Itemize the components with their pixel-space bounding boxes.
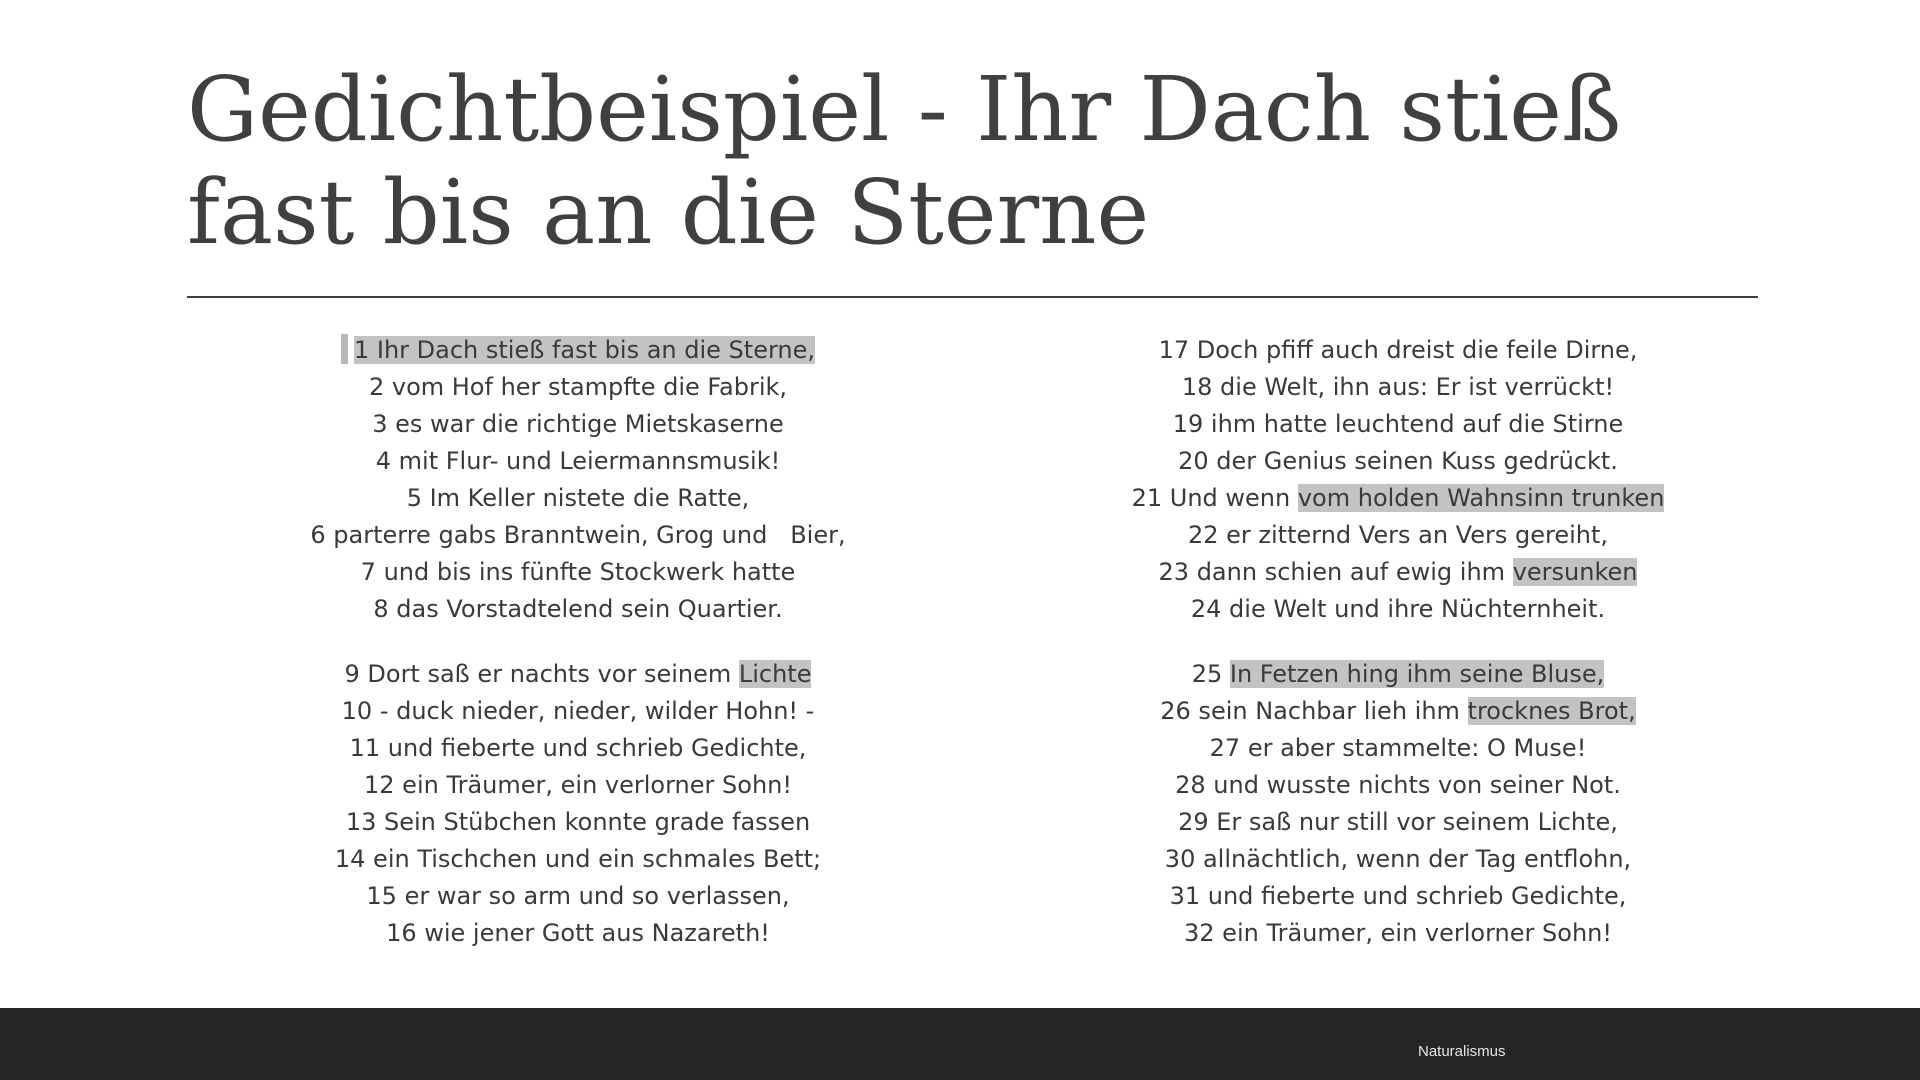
poem-line [998,841,1798,878]
title-divider [187,296,1758,298]
poem-column-right [998,332,1798,952]
footer-bar [0,1008,1920,1080]
poem-line [178,591,978,628]
line-text: 15 er war so arm und so verlassen, [366,882,790,910]
poem-line [998,554,1798,591]
poem-line [998,915,1798,952]
poem-line [178,443,978,480]
poem-line [178,841,978,878]
line-text: 19 ihm hatte leuchtend auf die Stirne [1172,410,1624,438]
line-text: 31 und fieberte und schrieb Gedichte, [1169,882,1627,910]
poem-line [178,656,978,693]
poem-line [178,332,978,369]
poem-line [998,767,1798,804]
highlighted-text: vom holden Wahnsinn trunken [1297,484,1665,512]
line-text: 16 wie jener Gott aus Nazareth! [386,919,770,947]
poem-line [998,878,1798,915]
poem-line [998,591,1798,628]
line-text: 23 dann schien auf ewig ihm [1158,558,1513,586]
line-text: 14 ein Tischchen und ein schmales Bett; [334,845,822,873]
poem-line [178,804,978,841]
line-text: 13 Sein Stübchen konnte grade fassen [345,808,811,836]
highlighted-text: 1 Ihr Dach stieß fast bis an die Sterne, [353,336,816,364]
line-text: 6 parterre gabs Branntwein, Grog und Bier, [310,521,846,549]
line-text: 28 und wusste nichts von seiner Not. [1175,771,1621,799]
poem-line [178,693,978,730]
poem-line [998,730,1798,767]
poem-line [998,443,1798,480]
line-text: 12 ein Träumer, ein verlorner Sohn! [364,771,792,799]
line-text: 26 sein Nachbar lieh ihm [1160,697,1468,725]
line-text: 3 es war die richtige Mietskaserne [372,410,784,438]
poem-line [178,369,978,406]
line-text: 7 und bis ins fünfte Stockwerk hatte [360,558,796,586]
poem-stanza [998,332,1798,628]
line-text: 9 Dort saß er nachts vor seinem [344,660,739,688]
line-text: 29 Er saß nur still vor seinem Lichte, [1178,808,1618,836]
text-cursor-marker [341,334,348,364]
highlighted-text: versunken [1512,558,1638,586]
line-text: 30 allnächtlich, wenn der Tag entflohn, [1164,845,1632,873]
line-text: 27 er aber stammelte: O Muse! [1209,734,1587,762]
poem-stanza [178,332,978,628]
highlighted-text: trocknes Brot, [1467,697,1636,725]
poem-line [178,406,978,443]
line-text: 32 ein Träumer, ein verlorner Sohn! [1184,919,1612,947]
line-text: 10 - duck nieder, nieder, wilder Hohn! - [341,697,815,725]
line-text: 22 er zitternd Vers an Vers gereiht, [1187,521,1608,549]
line-text: 21 Und wenn [1131,484,1298,512]
line-text: 24 die Welt und ihre Nüchternheit. [1190,595,1606,623]
line-text: 18 die Welt, ihn aus: Er ist verrückt! [1181,373,1615,401]
poem-line [998,332,1798,369]
line-text: 8 das Vorstadtelend sein Quartier. [373,595,783,623]
poem-stanza [178,656,978,952]
footer-label: Naturalismus [1418,1043,1506,1060]
highlighted-text: Lichte [738,660,812,688]
line-text: 20 der Genius seinen Kuss gedrückt. [1178,447,1618,475]
line-text: 17 Doch pfiff auch dreist die feile Dirne, [1158,336,1638,364]
poem-line [178,915,978,952]
poem-line [178,767,978,804]
poem-line [178,878,978,915]
poem-line [998,693,1798,730]
line-text: 5 Im Keller nistete die Ratte, [406,484,750,512]
poem-line [998,480,1798,517]
poem-line [178,730,978,767]
poem-line [178,554,978,591]
slide-title: Gedichtbeispiel - Ihr Dach stieß fast bis an die Sterne [187,57,1622,264]
poem-line [178,480,978,517]
line-text: 2 vom Hof her stampfte die Fabrik, [368,373,788,401]
poem-line [998,656,1798,693]
line-text: 25 [1191,660,1230,688]
line-text: 11 und fieberte und schrieb Gedichte, [349,734,807,762]
poem-line [998,369,1798,406]
highlighted-text: In Fetzen hing ihm seine Bluse, [1229,660,1605,688]
line-text: 4 mit Flur- und Leiermannsmusik! [375,447,781,475]
poem-column-left [178,332,978,952]
poem-stanza [998,656,1798,952]
poem-line [998,804,1798,841]
poem-line [998,406,1798,443]
poem-line [178,517,978,554]
poem-line [998,517,1798,554]
